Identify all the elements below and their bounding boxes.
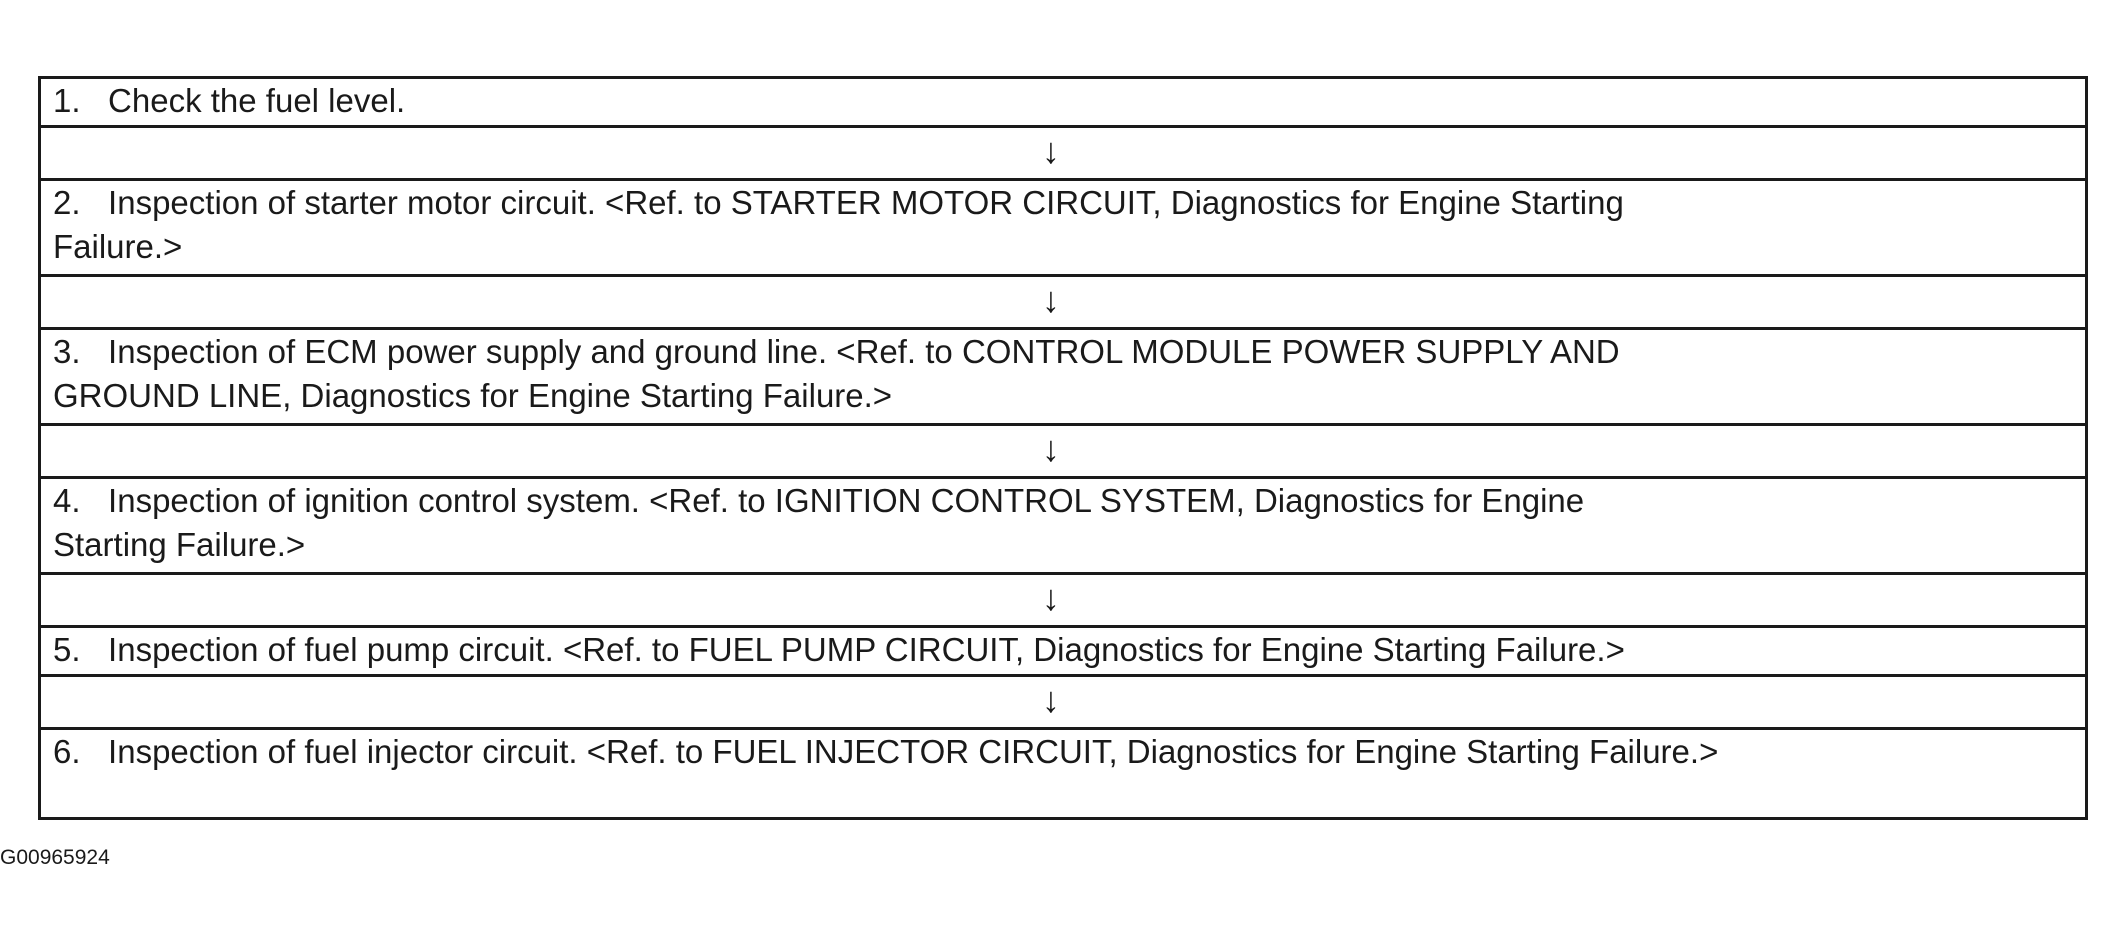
step-4-number: 4. [53, 482, 81, 519]
arrow-row-5 [41, 677, 2085, 730]
step-row-4 [41, 479, 2085, 575]
step-1-text [53, 79, 405, 123]
step-4-text [53, 479, 1584, 567]
step-2-number: 2. [53, 184, 81, 221]
step-row-2 [41, 181, 2085, 277]
step-3-text [53, 330, 1620, 418]
step-5-number: 5. [53, 631, 81, 668]
arrow-row-3 [41, 426, 2085, 479]
down-arrow-icon: ↓ [1042, 577, 1060, 618]
step-2-text [53, 181, 1624, 269]
step-1-number: 1. [53, 82, 81, 119]
step-3-number: 3. [53, 333, 81, 370]
step-4-description: Inspection of ignition control system. <Ref. to IGNITION CONTROL SYSTEM, Diagnostics for Engine Starting Failure.> [53, 482, 1585, 563]
down-arrow-icon: ↓ [1042, 679, 1060, 720]
step-2-description: Inspection of starter motor circuit. <Ref. to STARTER MOTOR CIRCUIT, Diagnostics for Engine Starting Failure.> [53, 184, 1624, 265]
arrow-row-2 [41, 277, 2085, 330]
diagnostic-flow-table [38, 76, 2088, 820]
step-3-description: Inspection of ECM power supply and ground line. <Ref. to CONTROL MODULE POWER SUPPLY AND GROUND LINE, Diagnostics for Engine Starting Failure.> [53, 333, 1620, 414]
step-row-3 [41, 330, 2085, 426]
step-row-6 [41, 730, 2085, 817]
down-arrow-icon: ↓ [1042, 279, 1060, 320]
step-row-1 [41, 79, 2085, 128]
step-row-5 [41, 628, 2085, 677]
step-5-text [53, 628, 1625, 672]
figure-code: G00965924 [0, 846, 110, 869]
step-6-text [53, 730, 1718, 774]
step-6-description: Inspection of fuel injector circuit. <Ref. to FUEL INJECTOR CIRCUIT, Diagnostics for Engine Starting Failure.> [108, 733, 1719, 770]
arrow-row-4 [41, 575, 2085, 628]
down-arrow-icon: ↓ [1042, 130, 1060, 171]
down-arrow-icon: ↓ [1042, 428, 1060, 469]
step-6-number: 6. [53, 733, 81, 770]
step-5-description: Inspection of fuel pump circuit. <Ref. to FUEL PUMP CIRCUIT, Diagnostics for Engine Starting Failure.> [108, 631, 1625, 668]
arrow-row-1 [41, 128, 2085, 181]
step-1-description: Check the fuel level. [108, 82, 406, 119]
